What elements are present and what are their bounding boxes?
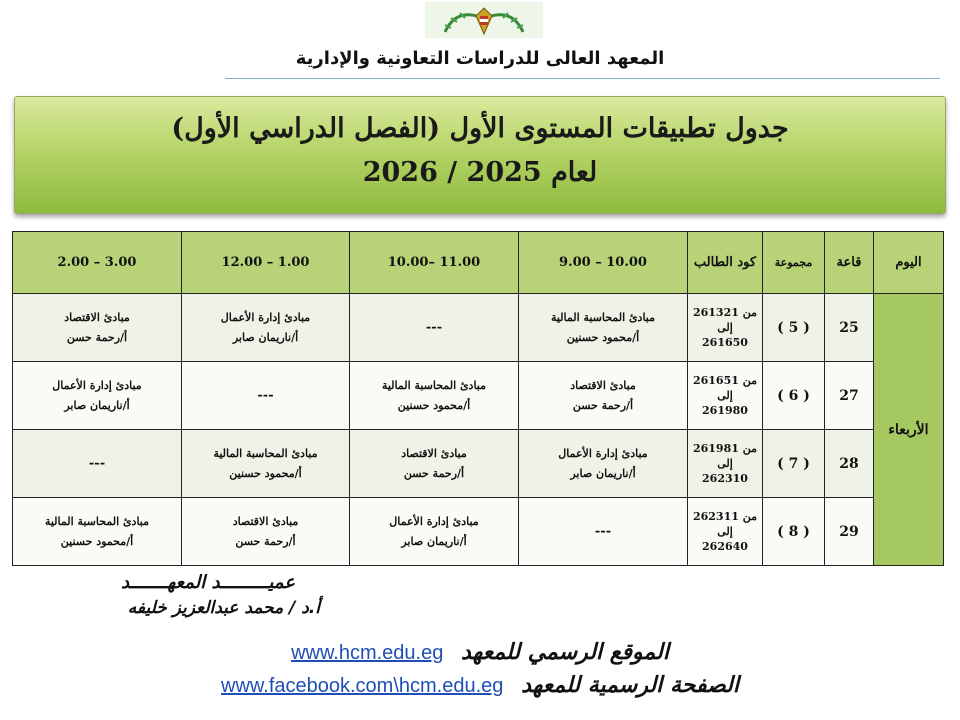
- group-cell: ( 5 ): [763, 294, 825, 362]
- subject-name: مبادئ المحاسبة المالية: [550, 310, 656, 324]
- slot-cell: [350, 294, 519, 362]
- institute-logo-icon: [425, 2, 543, 38]
- slot-4-time: 2.00 – 3.00: [57, 255, 137, 270]
- slot-cell: [519, 294, 688, 362]
- empty-slot: ---: [425, 320, 443, 335]
- title-banner: [14, 96, 946, 214]
- empty-slot: ---: [594, 524, 612, 539]
- teacher-name: أ/محمود حسنين: [229, 466, 302, 480]
- table-header-row: [13, 232, 944, 294]
- header-slot-1: [519, 232, 688, 294]
- slot-cell: [350, 362, 519, 430]
- website-label: الموقع الرسمي للمعهد: [461, 640, 669, 665]
- teacher-name: أ/محمود حسنين: [397, 398, 471, 412]
- header-day: اليوم: [874, 232, 944, 294]
- student-code-cell: [688, 362, 763, 430]
- table-row: [13, 498, 944, 566]
- teacher-name: أ/رحمة حسن: [66, 330, 128, 344]
- header-slot-3: [182, 232, 350, 294]
- teacher-name: أ/ناريمان صابر: [232, 330, 299, 344]
- teacher-name: أ/رحمة حسن: [403, 466, 465, 480]
- subject-name: مبادئ إدارة الأعمال: [52, 378, 142, 392]
- student-code-cell: [688, 294, 763, 362]
- subject-name: مبادئ إدارة الأعمال: [558, 446, 648, 460]
- dean-title: عميـــــــــد المعهـــــــد: [121, 572, 295, 593]
- slot-cell: [182, 294, 350, 362]
- student-code-cell: [688, 430, 763, 498]
- header-group: مجموعة: [763, 232, 825, 294]
- slot-cell: [519, 498, 688, 566]
- code-code-to-label: إلى: [717, 321, 733, 334]
- header-divider: [225, 78, 940, 79]
- day-cell: الأربعاء: [874, 294, 944, 566]
- subject-name: مبادئ إدارة الأعمال: [389, 514, 479, 528]
- header-room: قاعة: [825, 232, 874, 294]
- teacher-name: أ/ناريمان صابر: [570, 466, 636, 480]
- slot-3-time: 12.00 – 1.00: [221, 255, 310, 270]
- schedule-title: جدول تطبيقات المستوى الأول (الفصل الدراسي الأول): [171, 113, 789, 144]
- teacher-name: أ/رحمة حسن: [572, 398, 634, 412]
- slot-1-time: 9.00 – 10.00: [559, 255, 647, 270]
- slot-2-time: 10.00– 11.00: [387, 255, 481, 270]
- facebook-link[interactable]: www.facebook.com\hcm.edu.eg: [221, 675, 504, 697]
- slot-cell: [13, 362, 182, 430]
- code-code-from: من 261651: [692, 374, 758, 387]
- header-slot-2: [350, 232, 519, 294]
- table-row: [13, 362, 944, 430]
- facebook-label: الصفحة الرسمية للمعهد: [521, 673, 739, 698]
- table-row: [13, 430, 944, 498]
- teacher-name: أ/ناريمان صابر: [64, 398, 130, 412]
- schedule-table: [12, 231, 944, 566]
- header-student-code: كود الطالب: [688, 232, 763, 294]
- slot-cell: [519, 362, 688, 430]
- code-code-to-label: إلى: [717, 525, 733, 538]
- website-link[interactable]: www.hcm.edu.eg: [291, 642, 444, 664]
- code-code-from: من 261321: [692, 306, 758, 319]
- group-cell: ( 8 ): [763, 498, 825, 566]
- slot-cell: [182, 498, 350, 566]
- subject-name: مبادئ المحاسبة المالية: [44, 514, 150, 528]
- teacher-name: أ/محمود حسنين: [566, 330, 640, 344]
- empty-slot: ---: [257, 388, 274, 403]
- empty-slot: ---: [88, 456, 106, 471]
- subject-name: مبادئ المحاسبة المالية: [213, 446, 318, 460]
- slot-cell: [13, 498, 182, 566]
- subject-name: مبادئ إدارة الأعمال: [220, 310, 311, 324]
- code-code-from: من 262311: [692, 510, 758, 523]
- header-slot-4: [13, 232, 182, 294]
- slot-cell: [13, 294, 182, 362]
- slot-cell: [182, 430, 350, 498]
- room-cell: 25: [825, 294, 874, 362]
- room-cell: 29: [825, 498, 874, 566]
- institute-name: المعهد العالى للدراسات التعاونية والإدارية: [295, 48, 665, 69]
- code-code-to: 261980: [702, 404, 748, 417]
- code-code-to: 262310: [702, 472, 748, 485]
- table-row: [13, 294, 944, 362]
- subject-name: مبادئ الاقتصاد: [64, 310, 130, 324]
- subject-name: مبادئ الاقتصاد: [570, 378, 636, 392]
- code-code-to: 262640: [702, 540, 748, 553]
- code-code-from: من 261981: [692, 442, 758, 455]
- slot-cell: [350, 498, 519, 566]
- teacher-name: أ/محمود حسنين: [60, 534, 134, 548]
- subject-name: مبادئ الاقتصاد: [232, 514, 299, 528]
- footer-facebook: [0, 673, 960, 698]
- subject-name: مبادئ المحاسبة المالية: [381, 378, 487, 392]
- teacher-name: أ/رحمة حسن: [235, 534, 296, 548]
- teacher-name: أ/ناريمان صابر: [401, 534, 467, 548]
- code-code-to: 261650: [702, 336, 748, 349]
- room-cell: 27: [825, 362, 874, 430]
- code-code-to-label: إلى: [717, 457, 733, 470]
- academic-year: لعام 2025 / 2026: [362, 157, 598, 188]
- slot-cell: [182, 362, 350, 430]
- subject-name: مبادئ الاقتصاد: [401, 446, 467, 460]
- dean-name: أ.د / محمد عبدالعزيز خليفه: [127, 598, 320, 618]
- student-code-cell: [688, 498, 763, 566]
- group-cell: ( 7 ): [763, 430, 825, 498]
- slot-cell: [519, 430, 688, 498]
- group-cell: ( 6 ): [763, 362, 825, 430]
- slot-cell: [350, 430, 519, 498]
- room-cell: 28: [825, 430, 874, 498]
- footer-website: [0, 640, 960, 665]
- code-code-to-label: إلى: [717, 389, 733, 402]
- slot-cell: [13, 430, 182, 498]
